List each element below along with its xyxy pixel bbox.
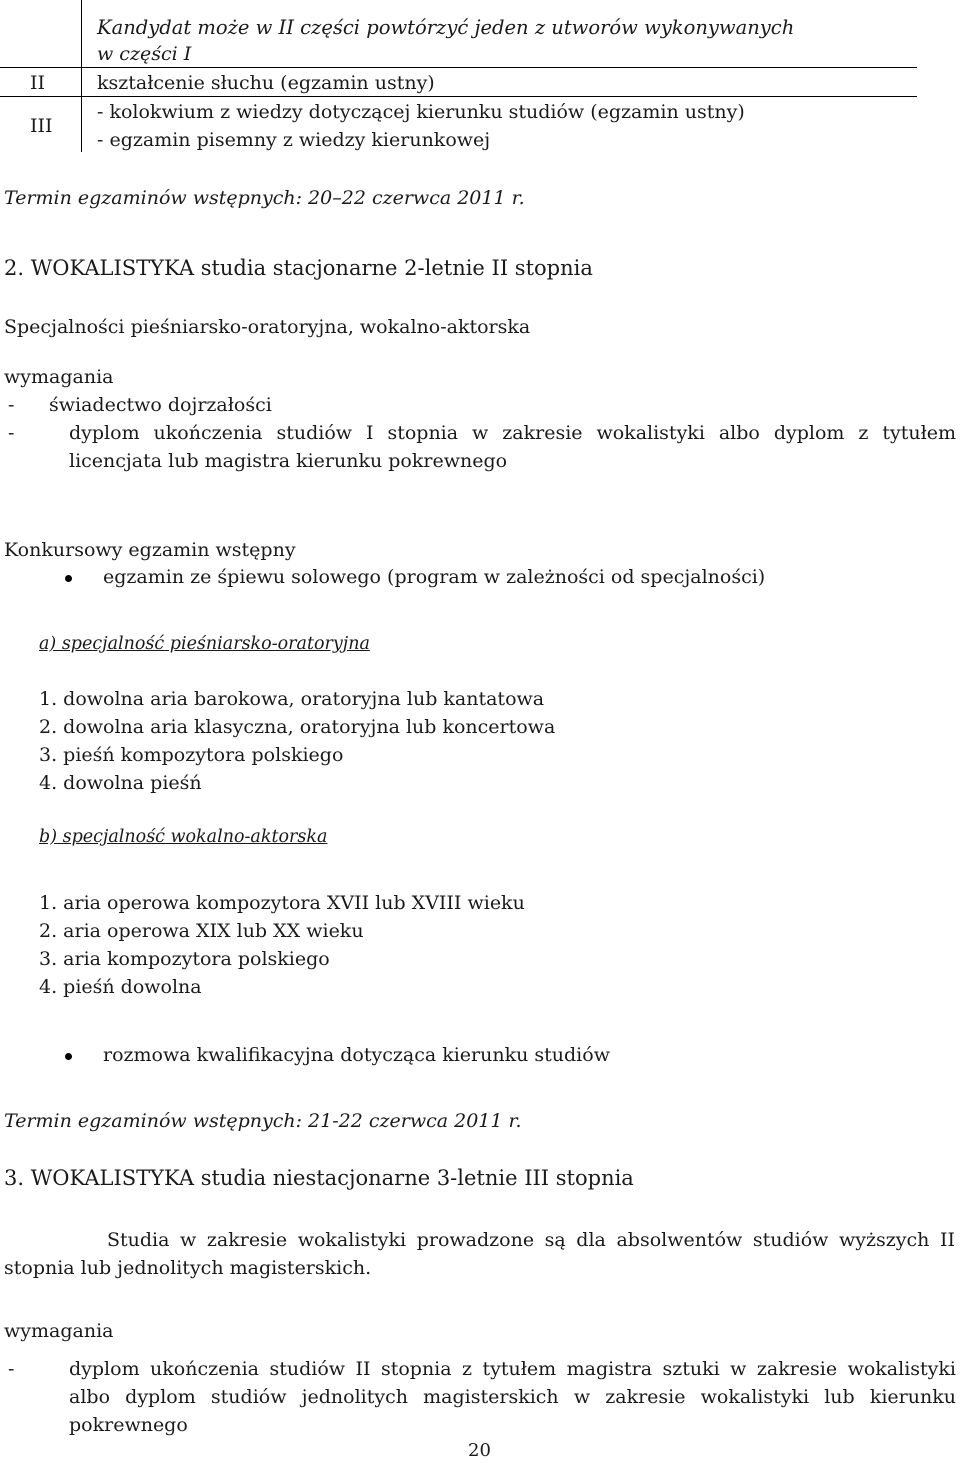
table-row3-text: - egzamin pisemny z wiedzy kierunkowej: [97, 129, 491, 151]
requirement-item: świadectwo dojrzałości: [49, 394, 272, 416]
exam-component: rozmowa kwalifikacyjna dotycząca kierunku studiów: [103, 1044, 610, 1066]
requirements-label: wymagania: [4, 366, 114, 388]
exam-term-2: Termin egzaminów wstępnych: 21-22 czerwca 2011 r.: [4, 1110, 522, 1132]
specializations-value: pieśniarsko-oratoryjna, wokalno-aktorska: [130, 316, 531, 338]
bullet-icon: [65, 575, 72, 582]
requirements-label: wymagania: [4, 1320, 114, 1342]
section-3-paragraph-continued: stopnia lub jednolitych magisterskich.: [4, 1257, 372, 1279]
program-list-a-item: 1. dowolna aria barokowa, oratoryjna lub kantatowa: [39, 688, 545, 710]
requirement-item-continued: licencjata lub magistra kierunku pokrewnego: [69, 450, 508, 472]
table-row1-text: Kandydat może w II części powtórzyć jeden z utworów wykonywanych: [97, 16, 795, 39]
table-row3-number: III: [30, 115, 53, 137]
program-list-a-item: 3. pieśń kompozytora polskiego: [39, 744, 344, 766]
table-row2-number: II: [30, 72, 46, 94]
specialization-b-heading: b) specjalność wokalno-aktorska: [39, 827, 328, 847]
bullet-icon: [65, 1053, 72, 1060]
specializations-label: Specjalności: [4, 316, 125, 338]
section-2-heading: 2. WOKALISTYKA studia stacjonarne 2-letnie II stopnia: [4, 256, 593, 280]
program-list-a-item: 4. dowolna pieśń: [39, 772, 202, 794]
specializations-line: [4, 316, 530, 338]
program-list-b-item: 2. aria operowa XIX lub XX wieku: [39, 920, 364, 942]
program-list-b-item: 1. aria operowa kompozytora XVII lub XVIII wieku: [39, 892, 525, 914]
table-col-divider: [81, 0, 82, 152]
table-row3-text: - kolokwium z wiedzy dotyczącej kierunku studiów (egzamin ustny): [97, 101, 745, 123]
page-number: 20: [468, 1440, 491, 1461]
requirement-dash: -: [8, 1358, 15, 1380]
requirement-dash: -: [8, 422, 15, 444]
program-list-b-item: 4. pieśń dowolna: [39, 976, 202, 998]
entrance-exam-label: Konkursowy egzamin wstępny: [4, 539, 296, 561]
requirement-dash: -: [8, 394, 15, 416]
section-3-heading: 3. WOKALISTYKA studia niestacjonarne 3-letnie III stopnia: [4, 1166, 634, 1190]
program-list-b-item: 3. aria kompozytora polskiego: [39, 948, 330, 970]
table-row1-text: w części I: [97, 43, 192, 65]
requirement-item: dyplom ukończenia studiów II stopnia z tytułem magistra sztuki w zakresie wokalistyki: [69, 1358, 956, 1380]
table-row-divider: [0, 96, 917, 97]
table-row-divider: [0, 67, 917, 68]
section-3-paragraph: Studia w zakresie wokalistyki prowadzone są dla absolwentów studiów wyższych II: [107, 1229, 955, 1251]
requirement-item-continued: pokrewnego: [69, 1414, 188, 1436]
exam-term-1: Termin egzaminów wstępnych: 20–22 czerwca 2011 r.: [4, 187, 525, 209]
table-row2-text: kształcenie słuchu (egzamin ustny): [97, 72, 435, 94]
specialization-a-heading: a) specjalność pieśniarsko-oratoryjna: [39, 634, 370, 654]
requirement-item: dyplom ukończenia studiów I stopnia w zakresie wokalistyki albo dyplom z tytułem: [69, 422, 956, 444]
requirement-item-continued: albo dyplom studiów jednolitych magisterskich w zakresie wokalistyki lub kierunku: [69, 1386, 956, 1408]
program-list-a-item: 2. dowolna aria klasyczna, oratoryjna lub koncertowa: [39, 716, 556, 738]
exam-component: egzamin ze śpiewu solowego (program w zależności od specjalności): [103, 566, 766, 588]
